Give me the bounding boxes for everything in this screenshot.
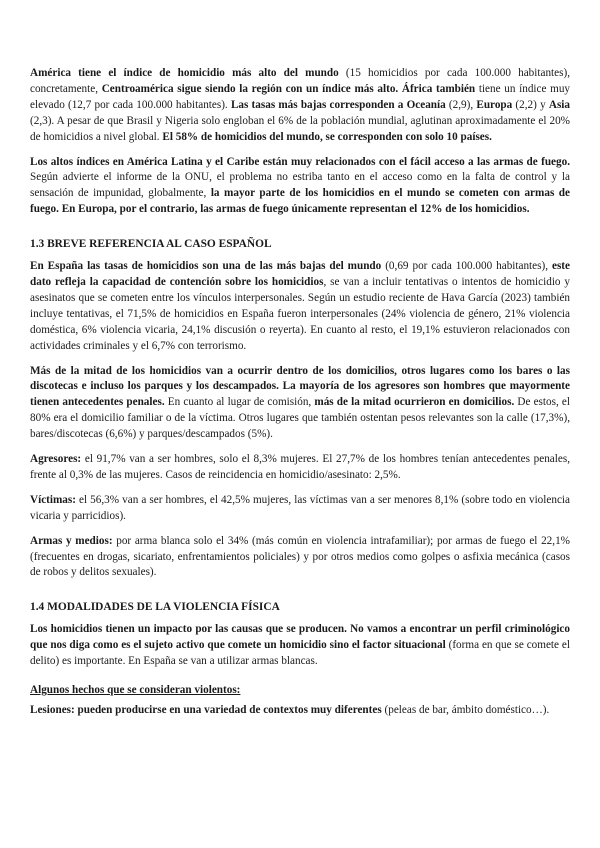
- bold-text-run: Centroamérica sigue siendo la región con un índice más alto. África también: [101, 82, 476, 95]
- paragraph-domicile-locations: [30, 364, 570, 444]
- bold-text-run: más de la mitad ocurrieron en domicilios.: [314, 396, 515, 409]
- bold-text-run: Víctimas:: [30, 493, 76, 506]
- section-heading-physical-violence: 1.4 MODALIDADES DE LA VIOLENCIA FÍSICA: [30, 601, 280, 614]
- text-run: (15 homicidios por cada 100.000 habitantes), concretamente,: [30, 67, 570, 95]
- paragraph-weapons: [30, 534, 570, 582]
- paragraph-aggressors: [30, 452, 570, 484]
- bold-text-run: América tiene el índice de homicidio más alto del mundo: [30, 67, 339, 79]
- bold-text-run: Asia: [548, 98, 571, 111]
- bold-text-run: En España las tasas de homicidios son una de las más bajas del mundo: [30, 260, 382, 273]
- paragraph-victims: [30, 493, 570, 525]
- bold-text-run: este dato refleja la capacidad de contención sobre los homicidios: [30, 260, 570, 288]
- bold-text-run: Más de la mitad de los homicidios van a ocurrir dentro de los domicilios, otros lugares como los bares o las discotecas e incluso los parques y los descampados. La mayoría de los agresores son hombres que mayormente tienen antecedentes penales.: [30, 364, 570, 409]
- section-heading-spanish-case: 1.3 BREVE REFERENCIA AL CASO ESPAÑOL: [30, 238, 272, 251]
- bold-text-run: la mayor parte de los homicidios en el mundo se cometen con armas de fuego. En Europa, por el contrario, las armas de fuego únicamente representan el 12% de los homicidios.: [30, 187, 570, 216]
- text-run: (2,9),: [445, 98, 477, 111]
- text-run: tiene un índice muy elevado (12,7 por cada 100.000 habitantes).: [30, 82, 571, 111]
- bold-text-run: Lesiones: pueden producirse en una variedad de contextos muy diferentes: [30, 703, 382, 716]
- text-run: por arma blanca solo el 34% (más común en violencia intrafamiliar); por armas de fuego el 22,1% (frecuentes en drogas, sicariato, enfrentamientos policiales) y por otros medios como golpes o asfixia mecánica (casos de robos y delitos sexuales).: [30, 534, 570, 579]
- bold-text-run: Armas y medios:: [30, 534, 113, 547]
- text-run: (2,3). A pesar de que Brasil y Nigeria solo engloban el 6% de la población mundial, aglutinan aproximadamente el 20% de homicidios a nivel global.: [30, 114, 570, 143]
- bold-text-run: Europa: [476, 98, 513, 111]
- text-run: (peleas de bar, ámbito doméstico…).: [381, 703, 550, 716]
- bold-text-run: El 58% de homicidios del mundo, se corresponden con solo 10 países.: [162, 130, 492, 143]
- text-run: En cuanto al lugar de comisión,: [164, 396, 315, 409]
- bold-text-run: Agresores:: [30, 453, 82, 466]
- paragraph-america-homicide: [30, 66, 570, 146]
- paragraph-spain-rates: [30, 259, 570, 354]
- text-run: el 56,3% van a ser hombres, el 42,5% mujeres, las víctimas van a ser menores 8,1% (sobre todo en violencia vicaria y parricidios).: [30, 493, 570, 522]
- text-run: Según advierte el informe de la ONU, el problema no estriba tanto en el acceso como en la falta de control y la sensación de impunidad, globalmente,: [30, 171, 570, 200]
- text-run: el 91,7% van a ser hombres, solo el 8,3% mujeres. El 27,7% de los hombres tenían antecedentes penales, frente al 0,3% de las mujeres. Casos de reincidencia en homicidio/asesinato: 2,5%.: [30, 453, 570, 481]
- bold-text-run: Los altos índices en América Latina y el Caribe están muy relacionados con el fácil acceso a las armas de fuego.: [30, 155, 570, 168]
- bold-text-run: Las tasas más bajas corresponden a Oceanía: [230, 98, 446, 111]
- subheading-violent-acts: [30, 683, 570, 699]
- text-run: (2,2) y: [512, 98, 549, 111]
- bold-text-run: Los homicidios tienen un impacto por las causas que se producen. No vamos a encontrar un perfil criminológico que nos diga como es el sujeto activo que comete un homicidio sino el factor situacional: [30, 623, 570, 652]
- paragraph-injuries: [30, 703, 570, 719]
- text-run: , se van a incluir tentativas o intentos de homicidio y asesinatos que se cometen entre los vínculos interpersonales. Según un estudio reciente de Hava García (2023) también incluye tentativas, el 71,5% de homicidios en España fueron interpersonales (24% violencia de género, 21% violencia doméstica, 6% violencia vicaria, 24,1% discusión o reyerta). En cuanto al resto, el 19,1% estuvieron relacionados con actividades criminales y el 6,7% con terrorismo.: [30, 275, 570, 352]
- text-run: De estos, el 80% era el domicilio familiar o de la víctima. Otros lugares que también ostentan pesos relevantes son la calle (17,3%), bares/discotecas (6,6%) y parques/descampados (5%).: [30, 396, 570, 441]
- text-run: (forma en que se comete el delito) es importante. En España se van a utilizar armas blancas.: [30, 639, 570, 668]
- paragraph-homicide-impact: [30, 622, 570, 670]
- subheading-violent-acts-text: Algunos hechos que se consideran violentos:: [30, 684, 241, 696]
- paragraph-latin-america-firearms: [30, 155, 570, 219]
- text-run: (0,69 por cada 100.000 habitantes),: [381, 260, 552, 273]
